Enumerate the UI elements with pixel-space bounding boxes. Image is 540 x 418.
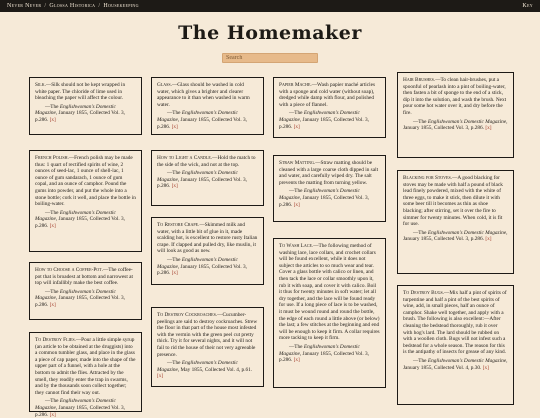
entry-citation: —The Englishwoman's Domestic Magazine, January 1855, Collected Vol. 3, p.286. [x] [157,170,247,190]
entry-citation: —The Englishwoman's Domestic Magazine, January 1855, Collected Vol. 3, p.286. [x] [403,118,508,132]
entry-card-restore-crape [151,217,264,285]
entry-body: —Silk should not be kept wrapped in white paper. The chloride of lime used in bleaching the paper will affect the colour. [35,82,126,102]
source-link[interactable]: [x] [171,123,178,130]
entry-title: How to Choose a Coffee-Pot. [35,267,103,273]
top-nav-bar [0,0,540,12]
breadcrumb-separator: / [44,3,47,9]
source-link[interactable]: [x] [293,201,300,208]
source-link[interactable]: [x] [157,373,164,380]
entry-citation: —The Englishwoman's Domestic Magazine, January 1855, Collected Vol. 3, p.286. [x] [279,343,369,364]
entry-body: —Glass should be washed in cold water, which gives a brighter and clearer appearance to it than when washed in warm water. [157,82,250,108]
page-title: The Homemaker [178,22,362,44]
entry-citation: —The Englishwoman's Domestic Magazine, January 1855, Collected Vol. 3, p.286. [x] [157,256,247,277]
entry-card-wash-lace [273,238,386,388]
breadcrumb-glossa-historica[interactable]: Glossa Historica [49,3,96,9]
entry-card-blacking-stoves [397,170,514,274]
entry-body: —Mix half a pint of spirits of turpentine and half a pint of the best spirits of wine, add, in small pieces, half an ounce of camphor. Shake well together, and apply with a brush. The following is also excellent:—After cleaning the bedstead thoroughly, rub it over with hog's lard. The lard should be rubbed on with a woollen cloth. Bugs will not infest such a bedstead for a whole season. The reason for this is the antipathy of insects for grease of any kind. [403,290,507,356]
search-input[interactable] [222,53,318,63]
entry-title: Blacking for Stoves. [403,175,453,181]
source-link[interactable]: [x] [49,411,56,418]
entry-body: —A good blacking for stoves may be made with half a pound of black lead finely powdered, mixed with the white of three eggs, to make it stick, then dilute it with some beer till it becomes as thin as shoe blacking; after stirring, set it over the fire to simmer for twenty minutes. When cold, it is fit for use. [403,175,503,228]
entry-citation: —The Englishwoman's Domestic Magazine, January 1855, Collected Vol. 3, p.286. [x] [35,398,125,418]
entry-body: —French polish may be made thus: 1 quart of rectified spirits of wine, 2 ounces of seed-lac, 1 ounce of shell-lac, 1 ounce of gum sandarach, 1 ounce of gum copal, and an ounce of camphor. Pound the gums into powder, and put the whole into a stone bottle; cork it well, and place the bottle in boiling-water. [35,155,136,208]
entry-citation: —The Englishwoman's Domestic Magazine, January 1855, Collected Vol. 3, p.286. [x] [35,288,125,308]
entry-body: —To clean hair-brushes, put a spoonful of pearlash into a pint of boiling-water, then fasten a bit of sponge to the end of a stick, dip it into the solution, and wash the brush. Next pour some hot water over it, and dry before the fire. [403,77,507,116]
entry-title: French Polish. [35,155,69,161]
source-link[interactable]: [x] [49,301,56,308]
entry-card-destroy-bugs [397,285,514,405]
breadcrumb [7,0,139,12]
entry-title: To Restore Crape. [157,222,200,228]
entry-body: —Cucumber-peelings are said to destroy cockroaches. Strew the floor in that part of the house most infested with the vermin with the green peel cut pretty thick. Try it for several nights, and it will not fail to rid the house of their not very agreeable presence. [157,312,258,358]
entry-title: Glass. [157,82,172,88]
entry-card-french-polish [29,150,142,252]
source-link[interactable]: [x] [49,116,56,123]
entry-title: Silk. [35,82,46,88]
entry-citation: —The Englishwoman's Domestic Magazine, January 1855, Collected Vol. 3, p.286. [x] [279,110,369,130]
source-link[interactable]: [x] [482,364,489,371]
entry-card-destroy-flies [29,332,142,418]
breadcrumb-housekeeping[interactable]: Housekeeping [103,3,139,9]
entry-citation: —The Englishwoman's Domestic Magazine, January 1855, Collected Vol. 3, p.286. [x] [403,229,508,243]
entry-body: —The coffee-pot that is broadest at bottom and narrowest at top will infallibly make the best coffee. [35,267,133,287]
entry-body: —The following method of washing lace, lace collars, and crochet collars will be found excellent, while it does not subject the articles to so much wear and tear. Cover a glass bottle with calico or linen, and then tack the lace or collar smoothly upon it, rub it with soap, and cover it with calico. Boil it thus for twenty minutes in soft water; let all dry together, and the lace will be found ready for use. If a long piece of lace is to be washed, it must be wound round and round the bottle, the edge of each round a little above (or below) the last; a few stitches at the beginning and end will be enough to keep it firm. A collar requires more tacking to keep it firm. [279,243,380,342]
entry-citation: —The Englishwoman's Domestic Magazine, January 1855, Collected Vol. 3, p.286. [x] [157,110,247,130]
entry-citation: —The Englishwoman's Domestic Magazine, January 1855, Collected Vol. 3, p.286. [x] [35,103,125,123]
entry-body: —Skimmed milk and water, with a little bit of glue in it, made scalding hot, is excellent to restore rusty Italian crape. If clapped and pulled dry, like muslin, it will look as good as new. [157,222,258,255]
entry-card-straw-matting [273,155,386,222]
key-link[interactable]: Key [522,3,533,9]
entry-body: —Hold the match to the side of the wick, and not at the top. [157,155,256,168]
entry-card-silk [29,77,142,135]
source-link[interactable]: [x] [171,183,178,190]
entry-title: Hair Brushes. [403,77,436,83]
entry-card-papier-mache [273,77,386,138]
breadcrumb-never-never[interactable]: Never Never [7,3,42,9]
entry-title: Straw Matting. [279,160,316,166]
entry-card-light-candle [151,150,264,206]
entry-title: How to Light a Candle. [157,155,213,161]
entry-title: To Destroy Bugs. [403,290,445,296]
entry-body: —Pour a little simple syrup (an article to be obtained at the druggists) into a common tumbler glass, and place in the glass a piece of cap paper, made into the shape of the upper part of a funnel, with a hole at the bottom to admit the flies. Attracted by the smell, they readily enter the trap in swarms, and by the thousands soon collect together; they cannot find their way out. [35,337,136,396]
entry-card-coffee-pot [29,262,142,320]
entry-body: —Straw matting should be cleaned with a large coarse cloth dipped in salt and water, and carefully wiped dry. The salt prevents the matting from turning yellow. [279,160,379,186]
entry-card-destroy-cockroaches [151,307,264,387]
source-link[interactable]: [x] [171,270,178,277]
entry-title: To Destroy Flies. [35,337,76,343]
source-link[interactable]: [x] [293,357,300,364]
entry-citation: —The Englishwoman's Domestic Magazine, May 1855, Collected Vol. 4, p.61. [x] [157,360,253,380]
entry-citation: —The Englishwoman's Domestic Magazine, January 1855, Collected Vol. 4, p.30. [x] [403,357,508,371]
entry-citation: —The Englishwoman's Domestic Magazine, January 1855, Collected Vol. 3, p.286. [x] [279,188,369,208]
entry-title: To Destroy Cockroaches. [157,312,218,318]
entry-citation: —The Englishwoman's Domestic Magazine, January 1855, Collected Vol. 3, p.286. [x] [35,209,125,229]
source-link[interactable]: [x] [485,236,492,243]
source-link[interactable]: [x] [293,123,300,130]
source-link[interactable]: [x] [49,222,56,229]
breadcrumb-separator: / [98,3,101,9]
entry-card-hair-brushes [397,72,514,158]
source-link[interactable]: [x] [485,125,492,132]
entry-body: —Wash papier maché articles with a sponge and cold water (without soap), dredged while damp with flour, and polished with a piece of flannel. [279,82,376,108]
entry-title: Papier Mache. [279,82,312,88]
entry-title: To Wash Lace. [279,243,314,249]
entry-card-glass [151,77,264,135]
